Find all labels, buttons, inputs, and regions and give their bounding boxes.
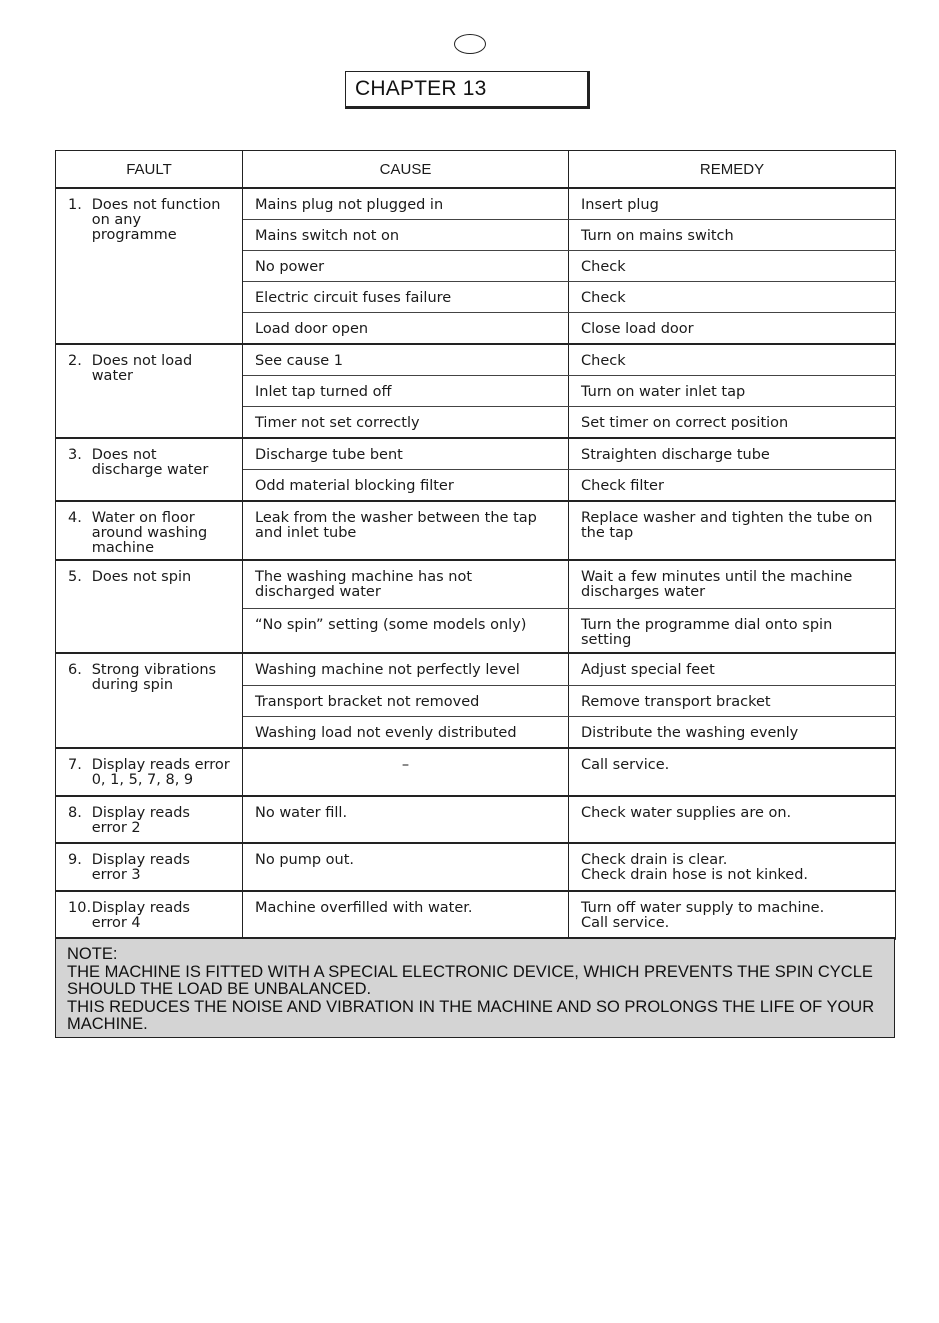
fault-text: Does not [91,447,157,463]
fault-cell [56,188,243,344]
fault-text: during spin [91,677,174,693]
remedy-cell: Turn off water supply to machine. Call service. [569,891,896,940]
fault-number: 7. [68,757,82,773]
fault-text: Does not function [91,197,221,213]
remedy-cell: Adjust special feet [569,653,896,686]
cause-cell: Machine overfilled with water. [243,891,569,940]
remedy-cell: Check [569,282,896,313]
fault-text: programme [91,227,177,243]
fault-text: Display reads [91,852,190,868]
fault-number: 3. [68,447,82,463]
cause-cell: Odd material blocking filter [243,470,569,502]
remedy-cell: Close load door [569,313,896,345]
table-row [56,891,896,940]
fault-text: Display reads [91,805,190,821]
note-box [55,937,895,1038]
fault-text: error 4 [91,915,141,931]
remedy-cell: Check filter [569,470,896,502]
troubleshooting-table [55,150,896,940]
fault-cell [56,560,243,653]
remedy-cell: Check water supplies are on. [569,796,896,843]
fault-text: Display reads error [91,757,230,773]
column-header-cause: CAUSE [243,151,569,189]
fault-text: on any [91,212,142,228]
remedy-cell: Set timer on correct position [569,407,896,439]
table-row [56,344,896,376]
cause-cell: “No spin” setting (some models only) [243,609,569,654]
table-row [56,653,896,686]
cause-cell: Mains plug not plugged in [243,188,569,220]
fault-number: 1. [68,197,82,213]
note-line: MACHINE. [67,1015,148,1033]
fault-text: Does not load [91,353,193,369]
table-row [56,843,896,891]
cause-cell: Mains switch not on [243,220,569,251]
remedy-cell: Check [569,344,896,376]
remedy-cell: Call service. [569,748,896,796]
cause-cell: No power [243,251,569,282]
cause-cell: No pump out. [243,843,569,891]
fault-number: 4. [68,510,82,526]
fault-cell [56,501,243,560]
remedy-cell: Check drain is clear. Check drain hose is not kinked. [569,843,896,891]
fault-text: Strong vibrations [91,662,217,678]
table-header-row [56,151,896,189]
fault-text: Does not spin [91,569,192,585]
cause-cell: Transport bracket not removed [243,686,569,717]
remedy-cell: Remove transport bracket [569,686,896,717]
cause-cell: Load door open [243,313,569,345]
fault-text: error 2 [91,820,141,836]
fault-cell [56,438,243,501]
chapter-title: CHAPTER 13 [345,71,590,109]
cause-cell: Electric circuit fuses failure [243,282,569,313]
cause-cell: See cause 1 [243,344,569,376]
fault-text: around washing [91,525,208,541]
language-indicator-oval [454,34,486,54]
cause-cell: The washing machine has not discharged water [243,560,569,609]
fault-text: 0, 1, 5, 7, 8, 9 [91,772,194,788]
remedy-cell: Replace washer and tighten the tube on the tap [569,501,896,560]
fault-text: water [91,368,134,384]
fault-text: Water on floor [91,510,195,526]
fault-number: 8. [68,805,82,821]
column-header-remedy: REMEDY [569,151,896,189]
fault-number: 5. [68,569,82,585]
cause-cell: No water fill. [243,796,569,843]
fault-cell [56,653,243,748]
fault-cell [56,748,243,796]
fault-cell [56,891,243,940]
column-header-fault: FAULT [56,151,243,189]
cause-cell: Inlet tap turned off [243,376,569,407]
fault-cell [56,843,243,891]
fault-text: machine [91,540,155,556]
remedy-cell: Distribute the washing evenly [569,717,896,749]
fault-number: 9. [68,852,82,868]
table-row [56,188,896,220]
fault-number: 10. [68,900,92,916]
remedy-cell: Turn the programme dial onto spin setting [569,609,896,654]
table-row [56,796,896,843]
fault-number: 2. [68,353,82,369]
table-row [56,438,896,470]
note-line: NOTE: [67,945,118,963]
note-line: THE MACHINE IS FITTED WITH A SPECIAL ELECTRONIC DEVICE, WHICH PREVENTS THE SPIN CYCLE [67,962,873,981]
fault-number: 6. [68,662,82,678]
fault-text: error 3 [91,867,141,883]
cause-cell: Leak from the washer between the tap and inlet tube [243,501,569,560]
remedy-cell: Check [569,251,896,282]
fault-text: Display reads [91,900,190,916]
note-line: SHOULD THE LOAD BE UNBALANCED. [67,980,372,998]
note-line: THIS REDUCES THE NOISE AND VIBRATION IN THE MACHINE AND SO PROLONGS THE LIFE OF YOUR [67,997,875,1016]
table-row [56,560,896,609]
remedy-cell: Wait a few minutes until the machine discharges water [569,560,896,609]
cause-cell: Washing load not evenly distributed [243,717,569,749]
remedy-cell: Straighten discharge tube [569,438,896,470]
remedy-cell: Insert plug [569,188,896,220]
cause-cell: Discharge tube bent [243,438,569,470]
table-row [56,748,896,796]
table-row [56,501,896,560]
cause-cell: Washing machine not perfectly level [243,653,569,686]
fault-text: discharge water [91,462,209,478]
cause-cell: Timer not set correctly [243,407,569,439]
remedy-cell: Turn on mains switch [569,220,896,251]
fault-cell [56,796,243,843]
cause-cell: – [243,748,569,796]
remedy-cell: Turn on water inlet tap [569,376,896,407]
fault-cell [56,344,243,438]
